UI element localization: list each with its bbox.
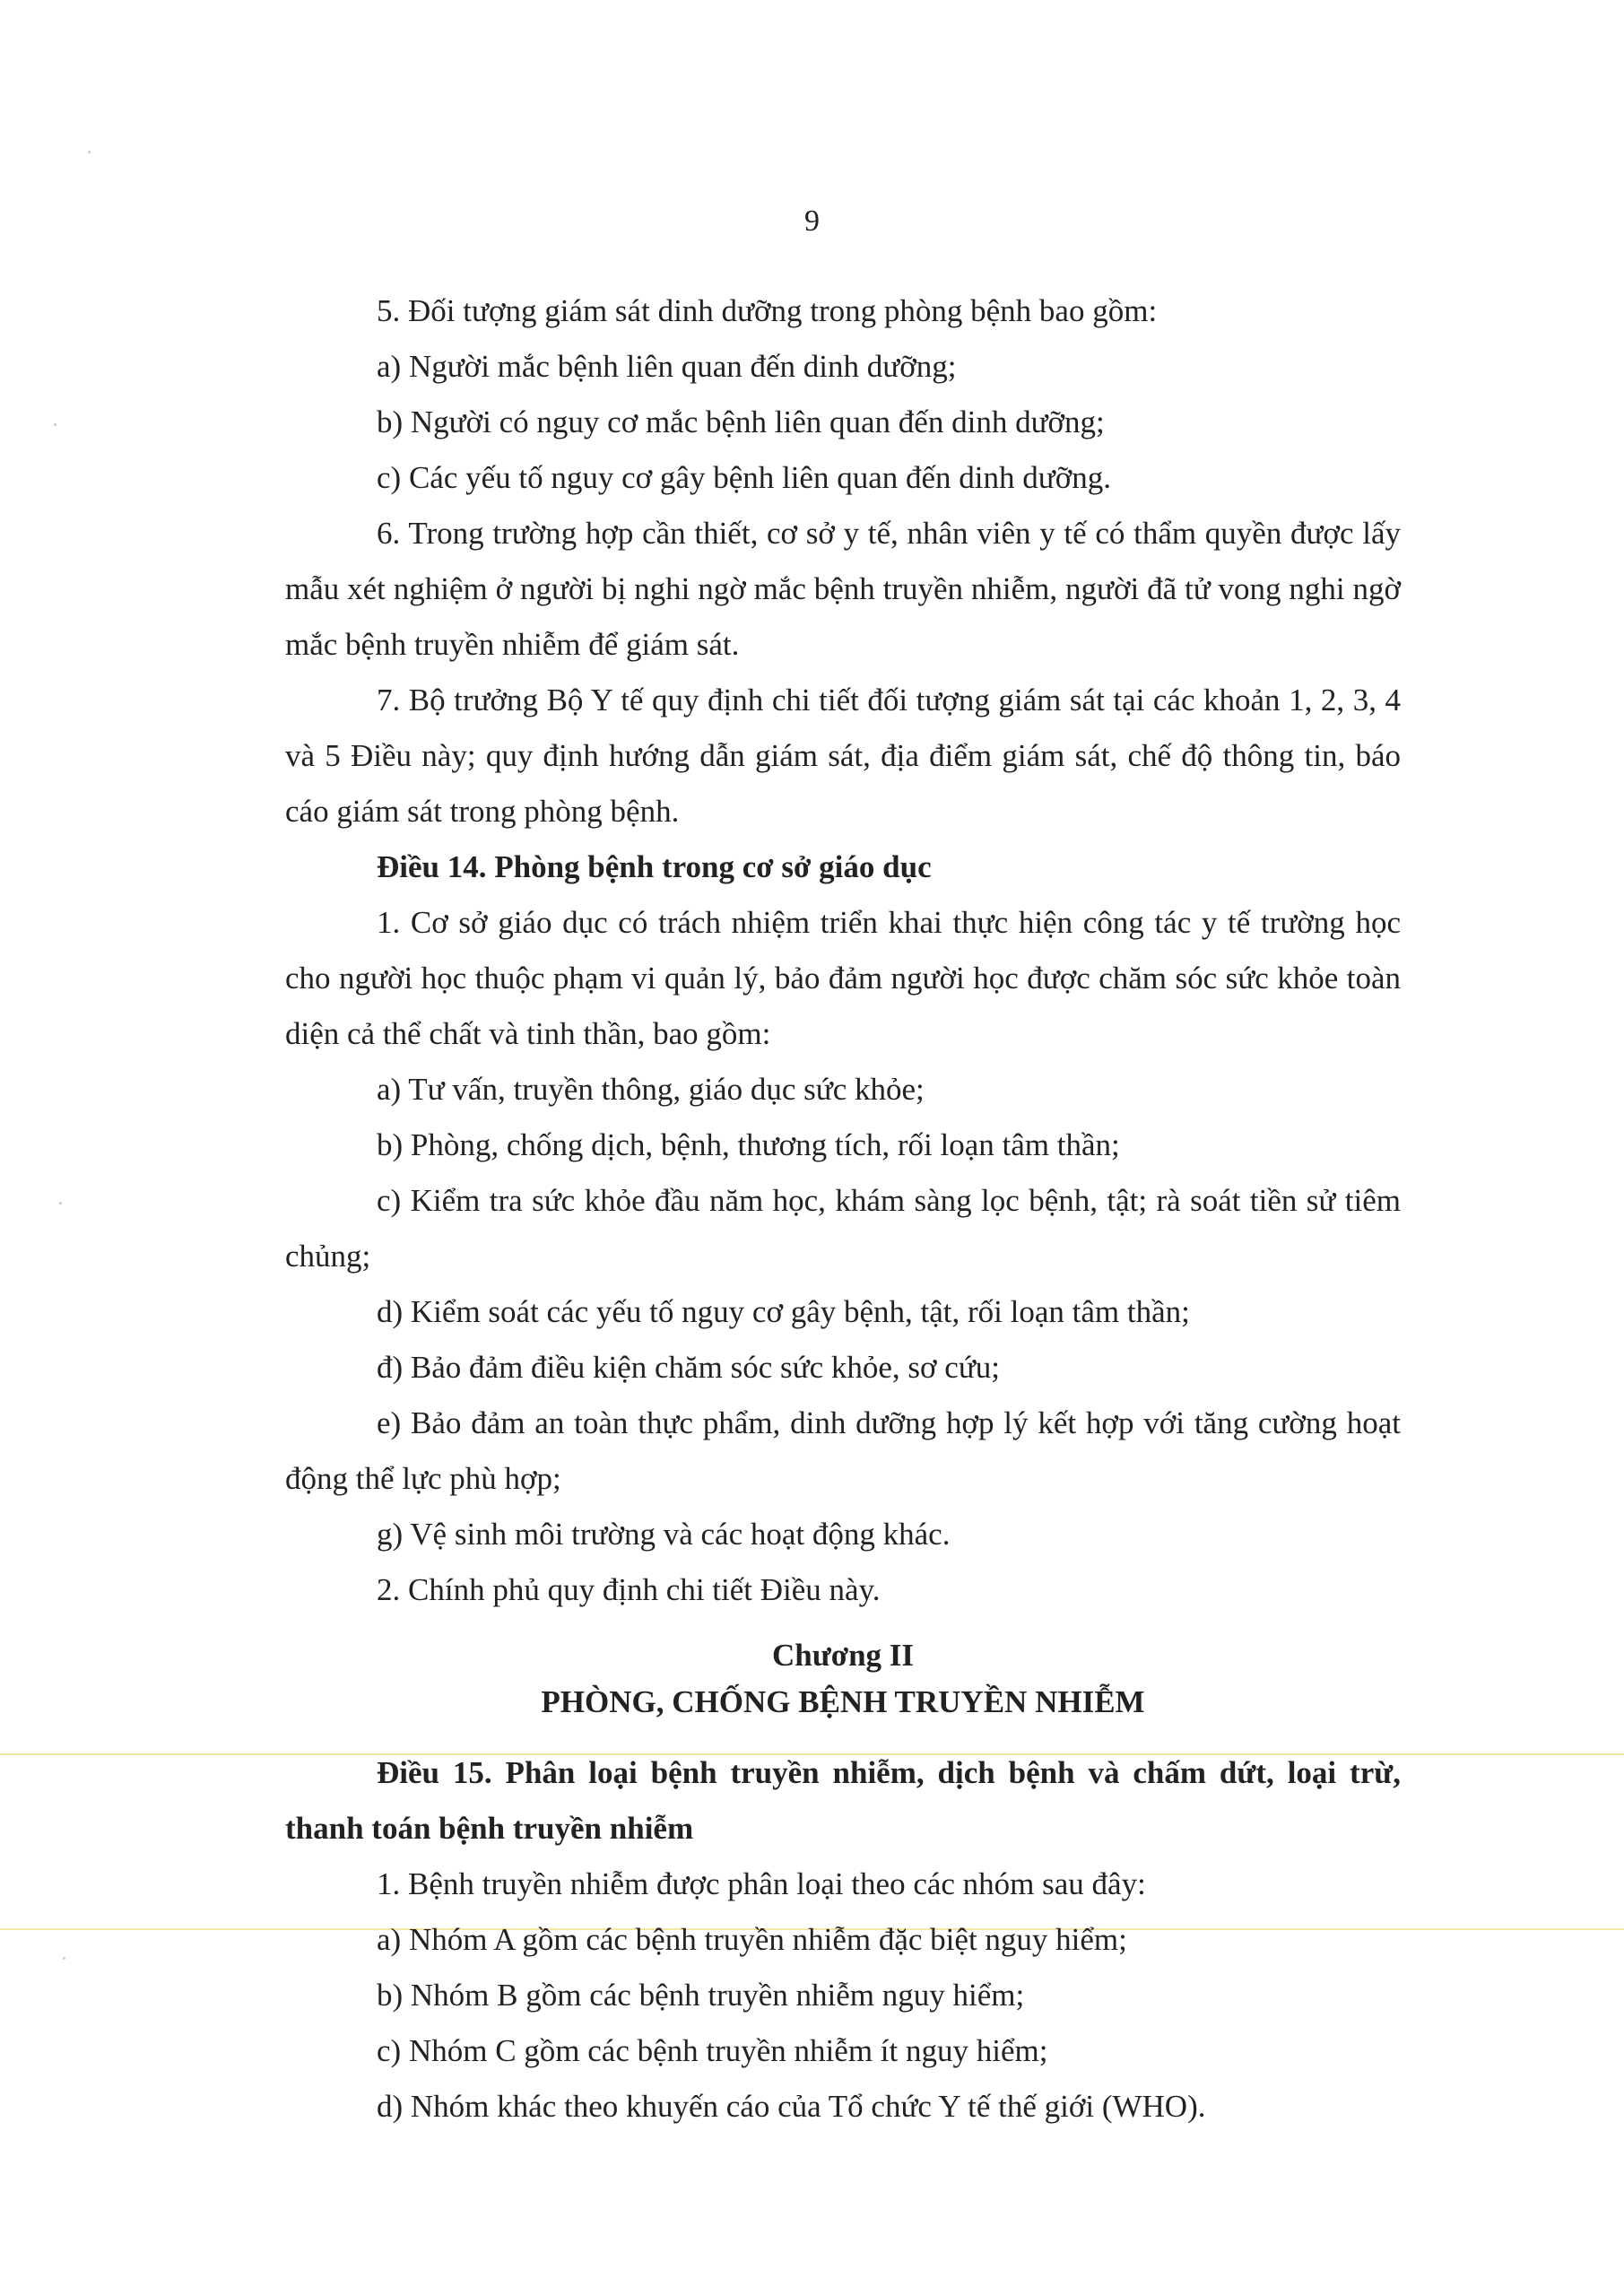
page-number: 9 [804, 204, 820, 238]
paragraph: 1. Bệnh truyền nhiễm được phân loại theo các nhóm sau đây: [377, 1866, 1146, 1901]
list-item: đ) Bảo đảm điều kiện chăm sóc sức khỏe, sơ cứu; [377, 1350, 1001, 1385]
list-item: b) Người có nguy cơ mắc bệnh liên quan đến dinh dưỡng; [377, 404, 1105, 439]
chapter-label: Chương II [771, 1638, 915, 1673]
chapter-title: PHÒNG, CHỐNG BỆNH TRUYỀN NHIỄM [541, 1684, 1145, 1719]
paragraph: 5. Đối tượng giám sát dinh dưỡng trong phòng bệnh bao gồm: [377, 293, 1158, 328]
scan-speck [54, 423, 56, 426]
list-item: c) Các yếu tố nguy cơ gây bệnh liên quan đến dinh dưỡng. [377, 460, 1111, 495]
list-item: b) Nhóm B gồm các bệnh truyền nhiễm nguy hiểm; [377, 1978, 1025, 2013]
list-item: b) Phòng, chống dịch, bệnh, thương tích, rối loạn tâm thần; [377, 1127, 1120, 1162]
article-heading: Điều 14. Phòng bệnh trong cơ sở giáo dục [377, 849, 932, 884]
list-item: a) Tư vấn, truyền thông, giáo dục sức khỏe; [377, 1072, 925, 1107]
list-item: e) Bảo đảm an toàn thực phẩm, dinh dưỡng hợp lý kết hợp với tăng cường hoạt động thể lực phù hợp; [285, 1405, 1401, 1496]
list-item: d) Nhóm khác theo khuyến cáo của Tổ chức Y tế thế giới (WHO). [377, 2089, 1206, 2124]
scan-speck [59, 1202, 62, 1205]
list-item: a) Người mắc bệnh liên quan đến dinh dưỡng; [377, 349, 957, 384]
list-item: d) Kiểm soát các yếu tố nguy cơ gây bệnh, tật, rối loạn tâm thần; [377, 1294, 1190, 1329]
article-heading: Điều 15. Phân loại bệnh truyền nhiễm, dịch bệnh và chấm dứt, loại trừ, thanh toán bệnh truyền nhiễm [285, 1755, 1401, 1846]
list-item: c) Kiểm tra sức khỏe đầu năm học, khám sàng lọc bệnh, tật; rà soát tiền sử tiêm chủng; [285, 1183, 1401, 1274]
list-item: c) Nhóm C gồm các bệnh truyền nhiễm ít nguy hiểm; [377, 2033, 1048, 2068]
paragraph: 6. Trong trường hợp cần thiết, cơ sở y tế, nhân viên y tế có thẩm quyền được lấy mẫu xét nghiệm ở người bị nghi ngờ mắc bệnh truyền nhiễm, người đã tử vong nghi ngờ mắc bệnh truyền nhiễm để giám sát. [285, 516, 1401, 662]
list-item: g) Vệ sinh môi trường và các hoạt động khác. [377, 1517, 951, 1552]
paragraph: 7. Bộ trưởng Bộ Y tế quy định chi tiết đối tượng giám sát tại các khoản 1, 2, 3, 4 và 5 Điều này; quy định hướng dẫn giám sát, địa điểm giám sát, chế độ thông tin, báo cáo giám sát trong phòng bệnh. [285, 683, 1401, 829]
document-body [285, 283, 1401, 2135]
scan-speck [88, 151, 91, 153]
scan-speck [63, 1957, 65, 1960]
paragraph: 2. Chính phủ quy định chi tiết Điều này. [377, 1572, 881, 1607]
paragraph: 1. Cơ sở giáo dục có trách nhiệm triển khai thực hiện công tác y tế trường học cho người học thuộc phạm vi quản lý, bảo đảm người học được chăm sóc sức khỏe toàn diện cả thể chất và tinh thần, bao gồm: [285, 905, 1401, 1051]
list-item: a) Nhóm A gồm các bệnh truyền nhiễm đặc biệt nguy hiểm; [377, 1922, 1127, 1957]
